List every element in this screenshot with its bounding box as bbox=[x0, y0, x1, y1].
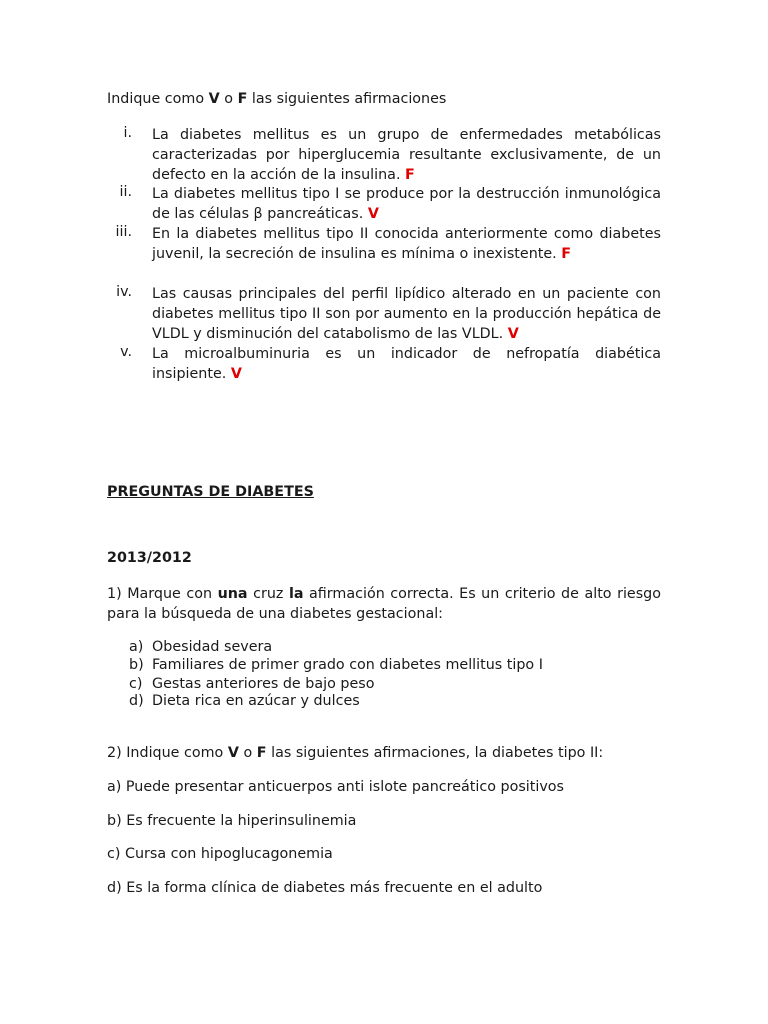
intro-f-marker: F bbox=[237, 91, 248, 107]
question-2-item-b: b) Es frecuente la hiperinsulinemia bbox=[107, 813, 357, 829]
answer-mark: F bbox=[405, 167, 415, 183]
question-1-option-c: c) Gestas anteriores de bajo peso bbox=[129, 676, 375, 692]
statement-number: iii. bbox=[115, 224, 132, 240]
statement-text: Las causas principales del perfil lipídico alterado en un paciente con diabetes mellitus tipo II son por aumento en la producción hepática de VLDL y disminución del catabolismo de las VLDL. V bbox=[152, 286, 661, 342]
statement-number: iv. bbox=[116, 284, 132, 300]
statement-text: La microalbuminuria es un indicador de nefropatía diabética insipiente. V bbox=[152, 346, 661, 382]
question-1-prompt: 1) Marque con una cruz la afirmación correcta. Es un criterio de alto riesgo para la búsqueda de una diabetes gestacional: bbox=[107, 586, 661, 622]
statement-number: i. bbox=[123, 125, 132, 141]
question-1-option-d: d) Dieta rica en azúcar y dulces bbox=[129, 693, 360, 709]
question-2-item-a: a) Puede presentar anticuerpos anti islote pancreático positivos bbox=[107, 779, 564, 795]
section-title: PREGUNTAS DE DIABETES bbox=[107, 484, 314, 500]
question-1-option-b: b) Familiares de primer grado con diabetes mellitus tipo I bbox=[129, 657, 543, 673]
statement-text: En la diabetes mellitus tipo II conocida anteriormente como diabetes juvenil, la secreción de insulina es mínima o inexistente. F bbox=[152, 226, 661, 262]
question-2-item-d: d) Es la forma clínica de diabetes más frecuente en el adulto bbox=[107, 880, 543, 896]
answer-mark: V bbox=[367, 206, 379, 222]
statement-number: v. bbox=[120, 344, 132, 360]
answer-mark: V bbox=[230, 366, 242, 382]
answer-mark: F bbox=[561, 246, 572, 262]
question-2-prompt: 2) Indique como V o F las siguientes afirmaciones, la diabetes tipo II: bbox=[107, 745, 604, 761]
question-1-option-a: a) Obesidad severa bbox=[129, 639, 273, 655]
statement-text: La diabetes mellitus es un grupo de enfermedades metabólicas caracterizadas por hiperglucemia resultante exclusivamente, de un defecto en la acción de la insulina. F bbox=[152, 127, 661, 183]
intro-v-marker: V bbox=[208, 91, 220, 107]
answer-mark: V bbox=[507, 326, 519, 342]
intro-instruction: Indique como V o F las siguientes afirmaciones bbox=[107, 91, 447, 107]
year-heading: 2013/2012 bbox=[107, 550, 192, 566]
question-2-item-c: c) Cursa con hipoglucagonemia bbox=[107, 846, 333, 862]
statement-number: ii. bbox=[119, 184, 132, 200]
statement-text: La diabetes mellitus tipo I se produce por la destrucción inmunológica de las células β pancreáticas. V bbox=[152, 186, 661, 222]
